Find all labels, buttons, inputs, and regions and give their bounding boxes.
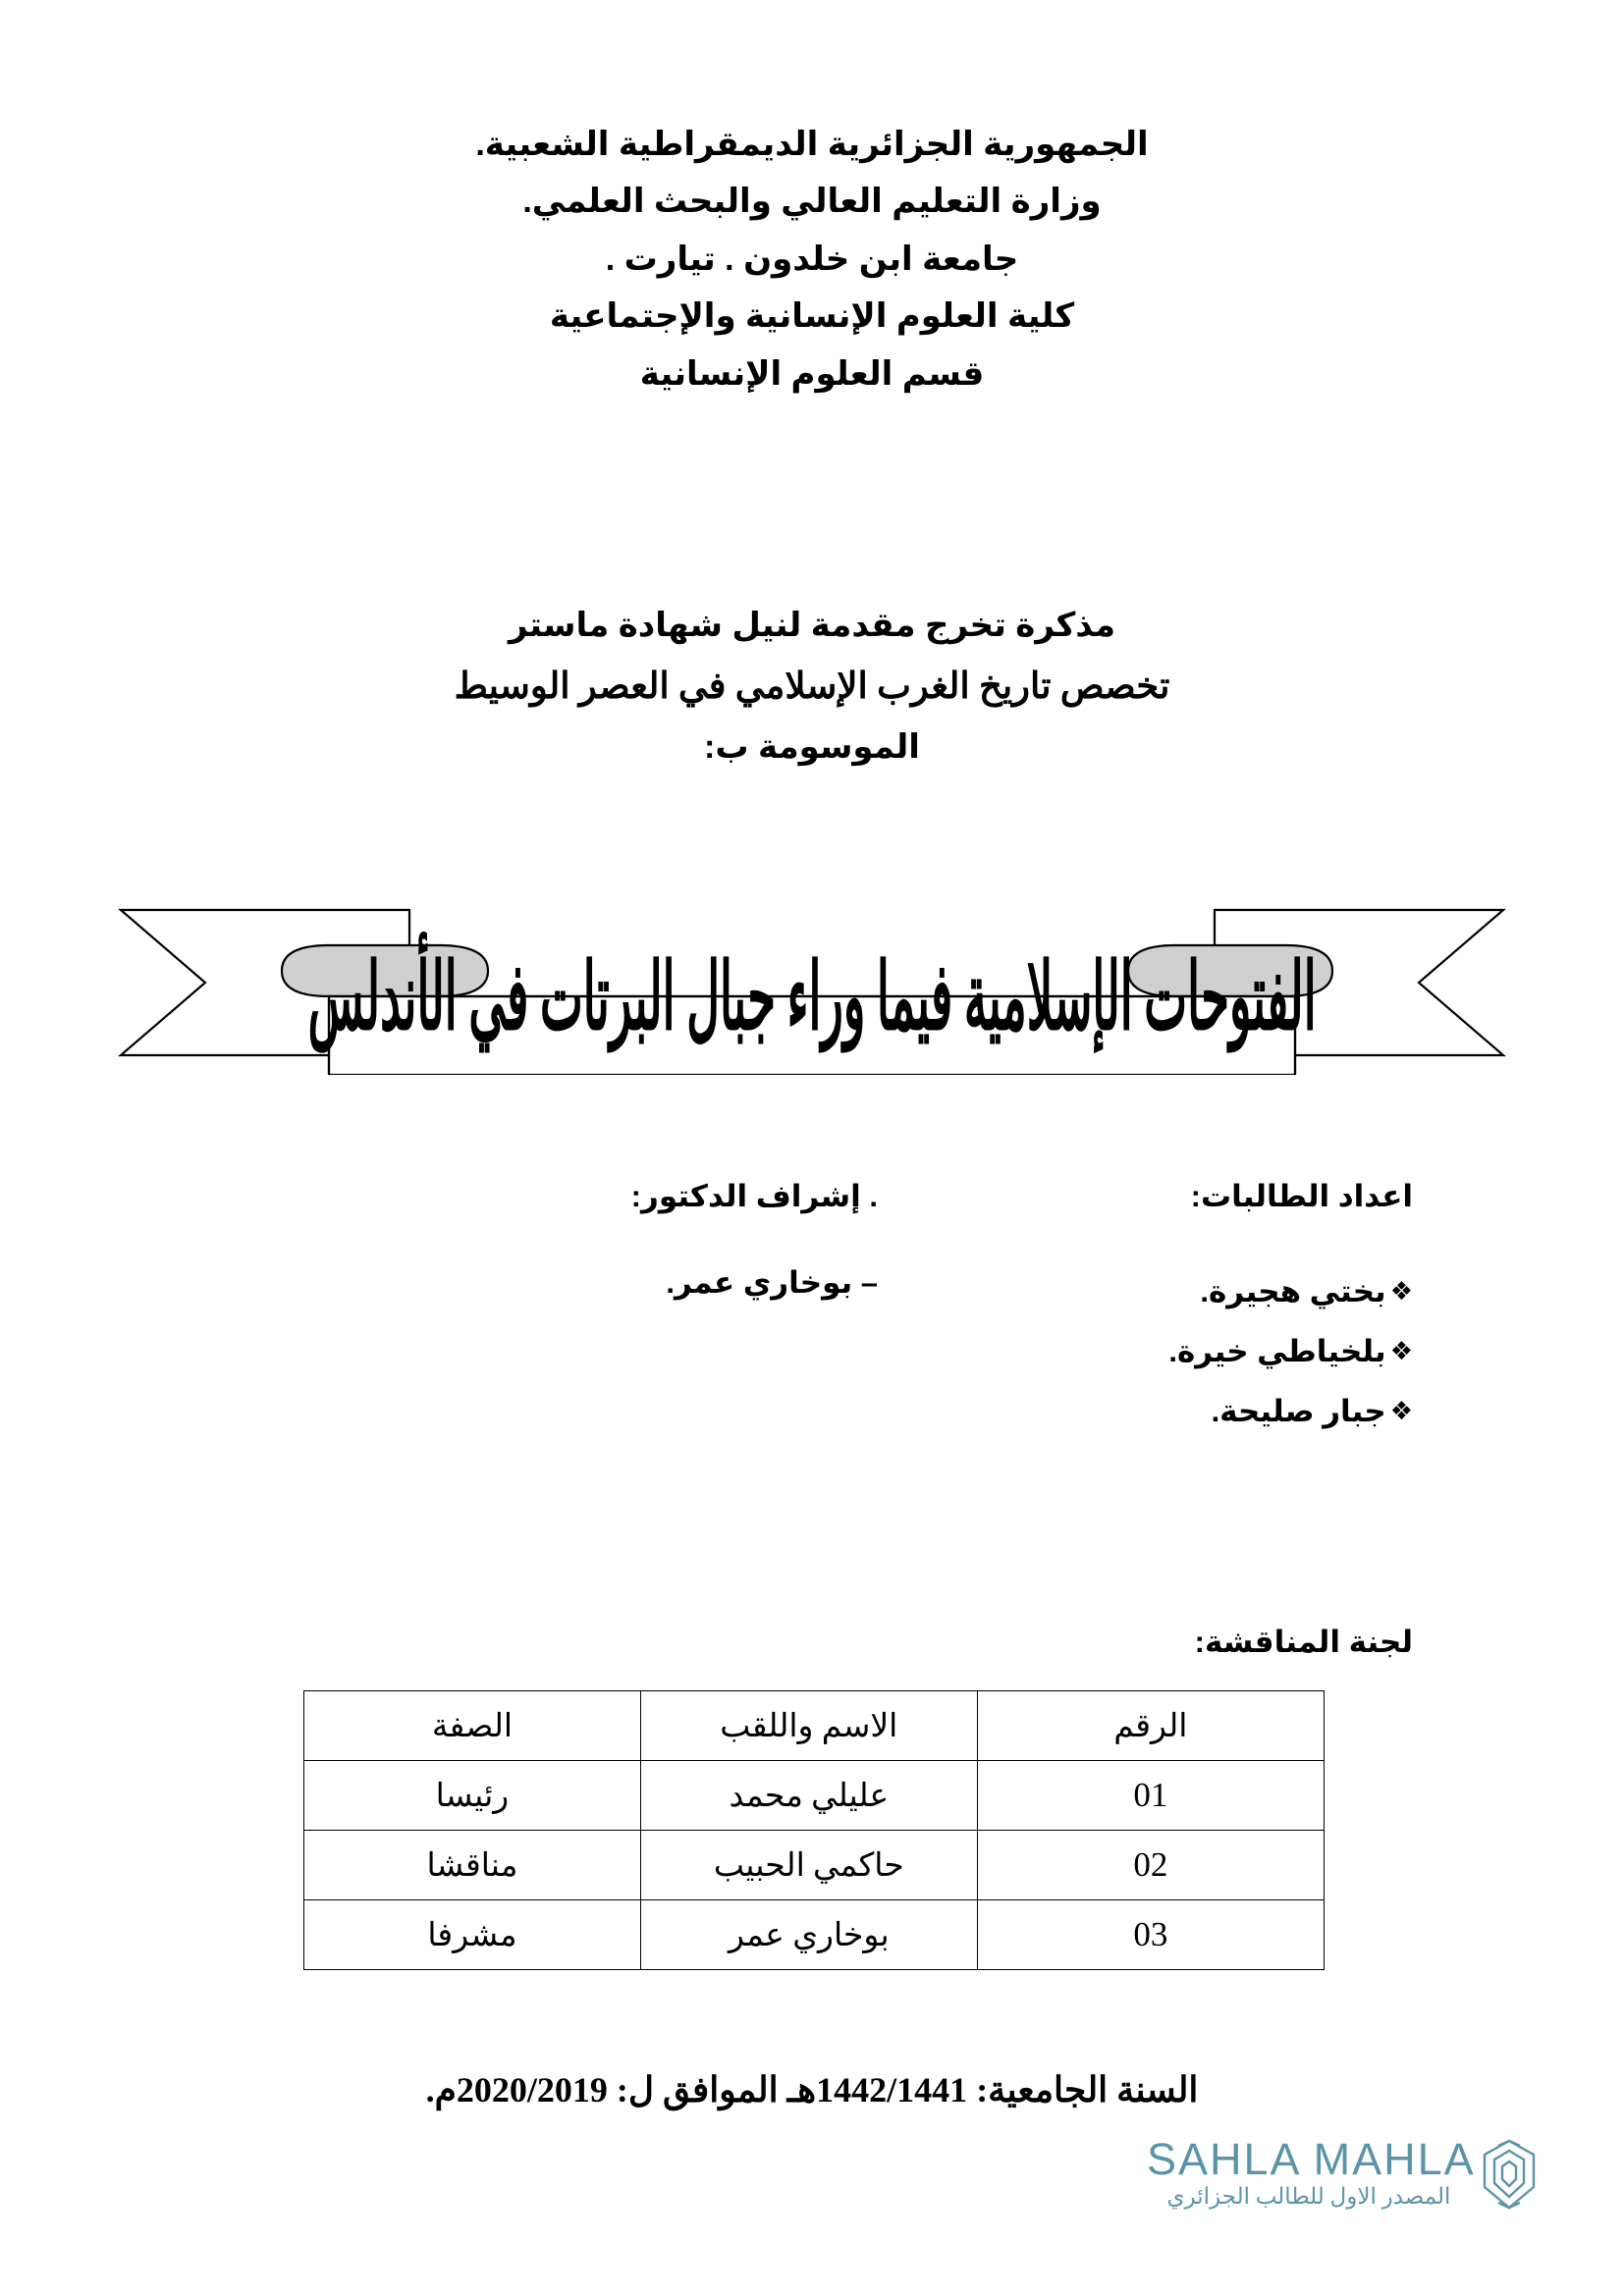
thesis-title: الفتوحات الإسلامية فيما وراء جبال البرتات في الأندلس (307, 944, 1317, 1049)
student-name: بختي هجيرة. (1200, 1274, 1386, 1309)
jury-table (303, 1690, 1325, 1970)
title-ribbon-banner (0, 888, 1624, 1075)
table-row (304, 1761, 1325, 1831)
list-item (1168, 1321, 1413, 1381)
jury-row-name: عليلي محمد (640, 1761, 977, 1831)
jury-row-role: مشرفا (304, 1900, 641, 1970)
degree-line-master: مذكرة تخرج مقدمة لنيل شهادة ماستر (509, 607, 1115, 644)
faculty-line: كلية العلوم الإنسانية والإجتماعية (549, 297, 1075, 336)
student-name: جبار صليحة. (1211, 1394, 1386, 1429)
supervisor-name: – بوخاري عمر. (666, 1265, 878, 1301)
list-item (1168, 1381, 1413, 1441)
student-name: بلخياطي خيرة. (1168, 1334, 1386, 1369)
jury-row-number: 01 (977, 1761, 1324, 1831)
supervisor-column (631, 1178, 878, 1301)
sahla-mahla-emblem-icon (1477, 2138, 1542, 2211)
jury-row-number: 02 (977, 1831, 1324, 1900)
supervisor-heading: . إشراف الدكتور: (630, 1179, 878, 1213)
students-heading: اعداد الطالبات: (1190, 1179, 1413, 1213)
degree-statement (0, 597, 1624, 777)
table-row (304, 1900, 1325, 1970)
watermark-brand: SAHLA MAHLA (1147, 2134, 1476, 2184)
jury-label: لجنة المناقشة: (1194, 1625, 1413, 1659)
institution-header (0, 116, 1624, 402)
list-item (1168, 1261, 1413, 1321)
jury-row-role: رئيسا (304, 1761, 641, 1831)
jury-row-number: 03 (977, 1900, 1324, 1970)
table-header-row (304, 1691, 1325, 1761)
jury-row-name: بوخاري عمر (640, 1900, 977, 1970)
country-line: الجمهورية الجزائرية الديمقراطية الشعبية. (475, 126, 1149, 163)
column-header-number: الرقم (977, 1691, 1324, 1761)
university-line: جامعة ابن خلدون . تيارت . (605, 240, 1019, 278)
ribbon-shape-icon (115, 888, 1509, 1075)
table-row (304, 1831, 1325, 1900)
department-line: قسم العلوم الإنسانية (639, 354, 985, 393)
diamond-bullet-icon: ❖ (1389, 1396, 1413, 1426)
authors-and-supervisor (0, 1178, 1624, 1433)
ministry-line: وزارة التعليم العالي والبحث العلمي. (522, 183, 1102, 221)
degree-line-specialty: تخصص تاريخ الغرب الإسلامي في العصر الوسيط (454, 666, 1170, 707)
degree-line-entitled: الموسومة ب: (704, 728, 920, 767)
watermark-tagline: المصدر الاول للطالب الجزائري (1166, 2184, 1451, 2210)
watermark-text (1147, 2134, 1476, 2210)
column-header-name: الاسم واللقب (640, 1691, 977, 1761)
students-column (1168, 1178, 1413, 1441)
academic-year: السنة الجامعية: 1442/1441هـ الموافق ل: 2020/2019م. (425, 2070, 1199, 2109)
students-list (1168, 1261, 1413, 1441)
jury-row-role: مناقشا (304, 1831, 641, 1900)
diamond-bullet-icon: ❖ (1389, 1336, 1413, 1366)
diamond-bullet-icon: ❖ (1389, 1276, 1413, 1307)
watermark (1080, 2136, 1542, 2273)
column-header-role: الصفة (304, 1691, 641, 1761)
jury-row-name: حاكمي الحبيب (640, 1831, 977, 1900)
